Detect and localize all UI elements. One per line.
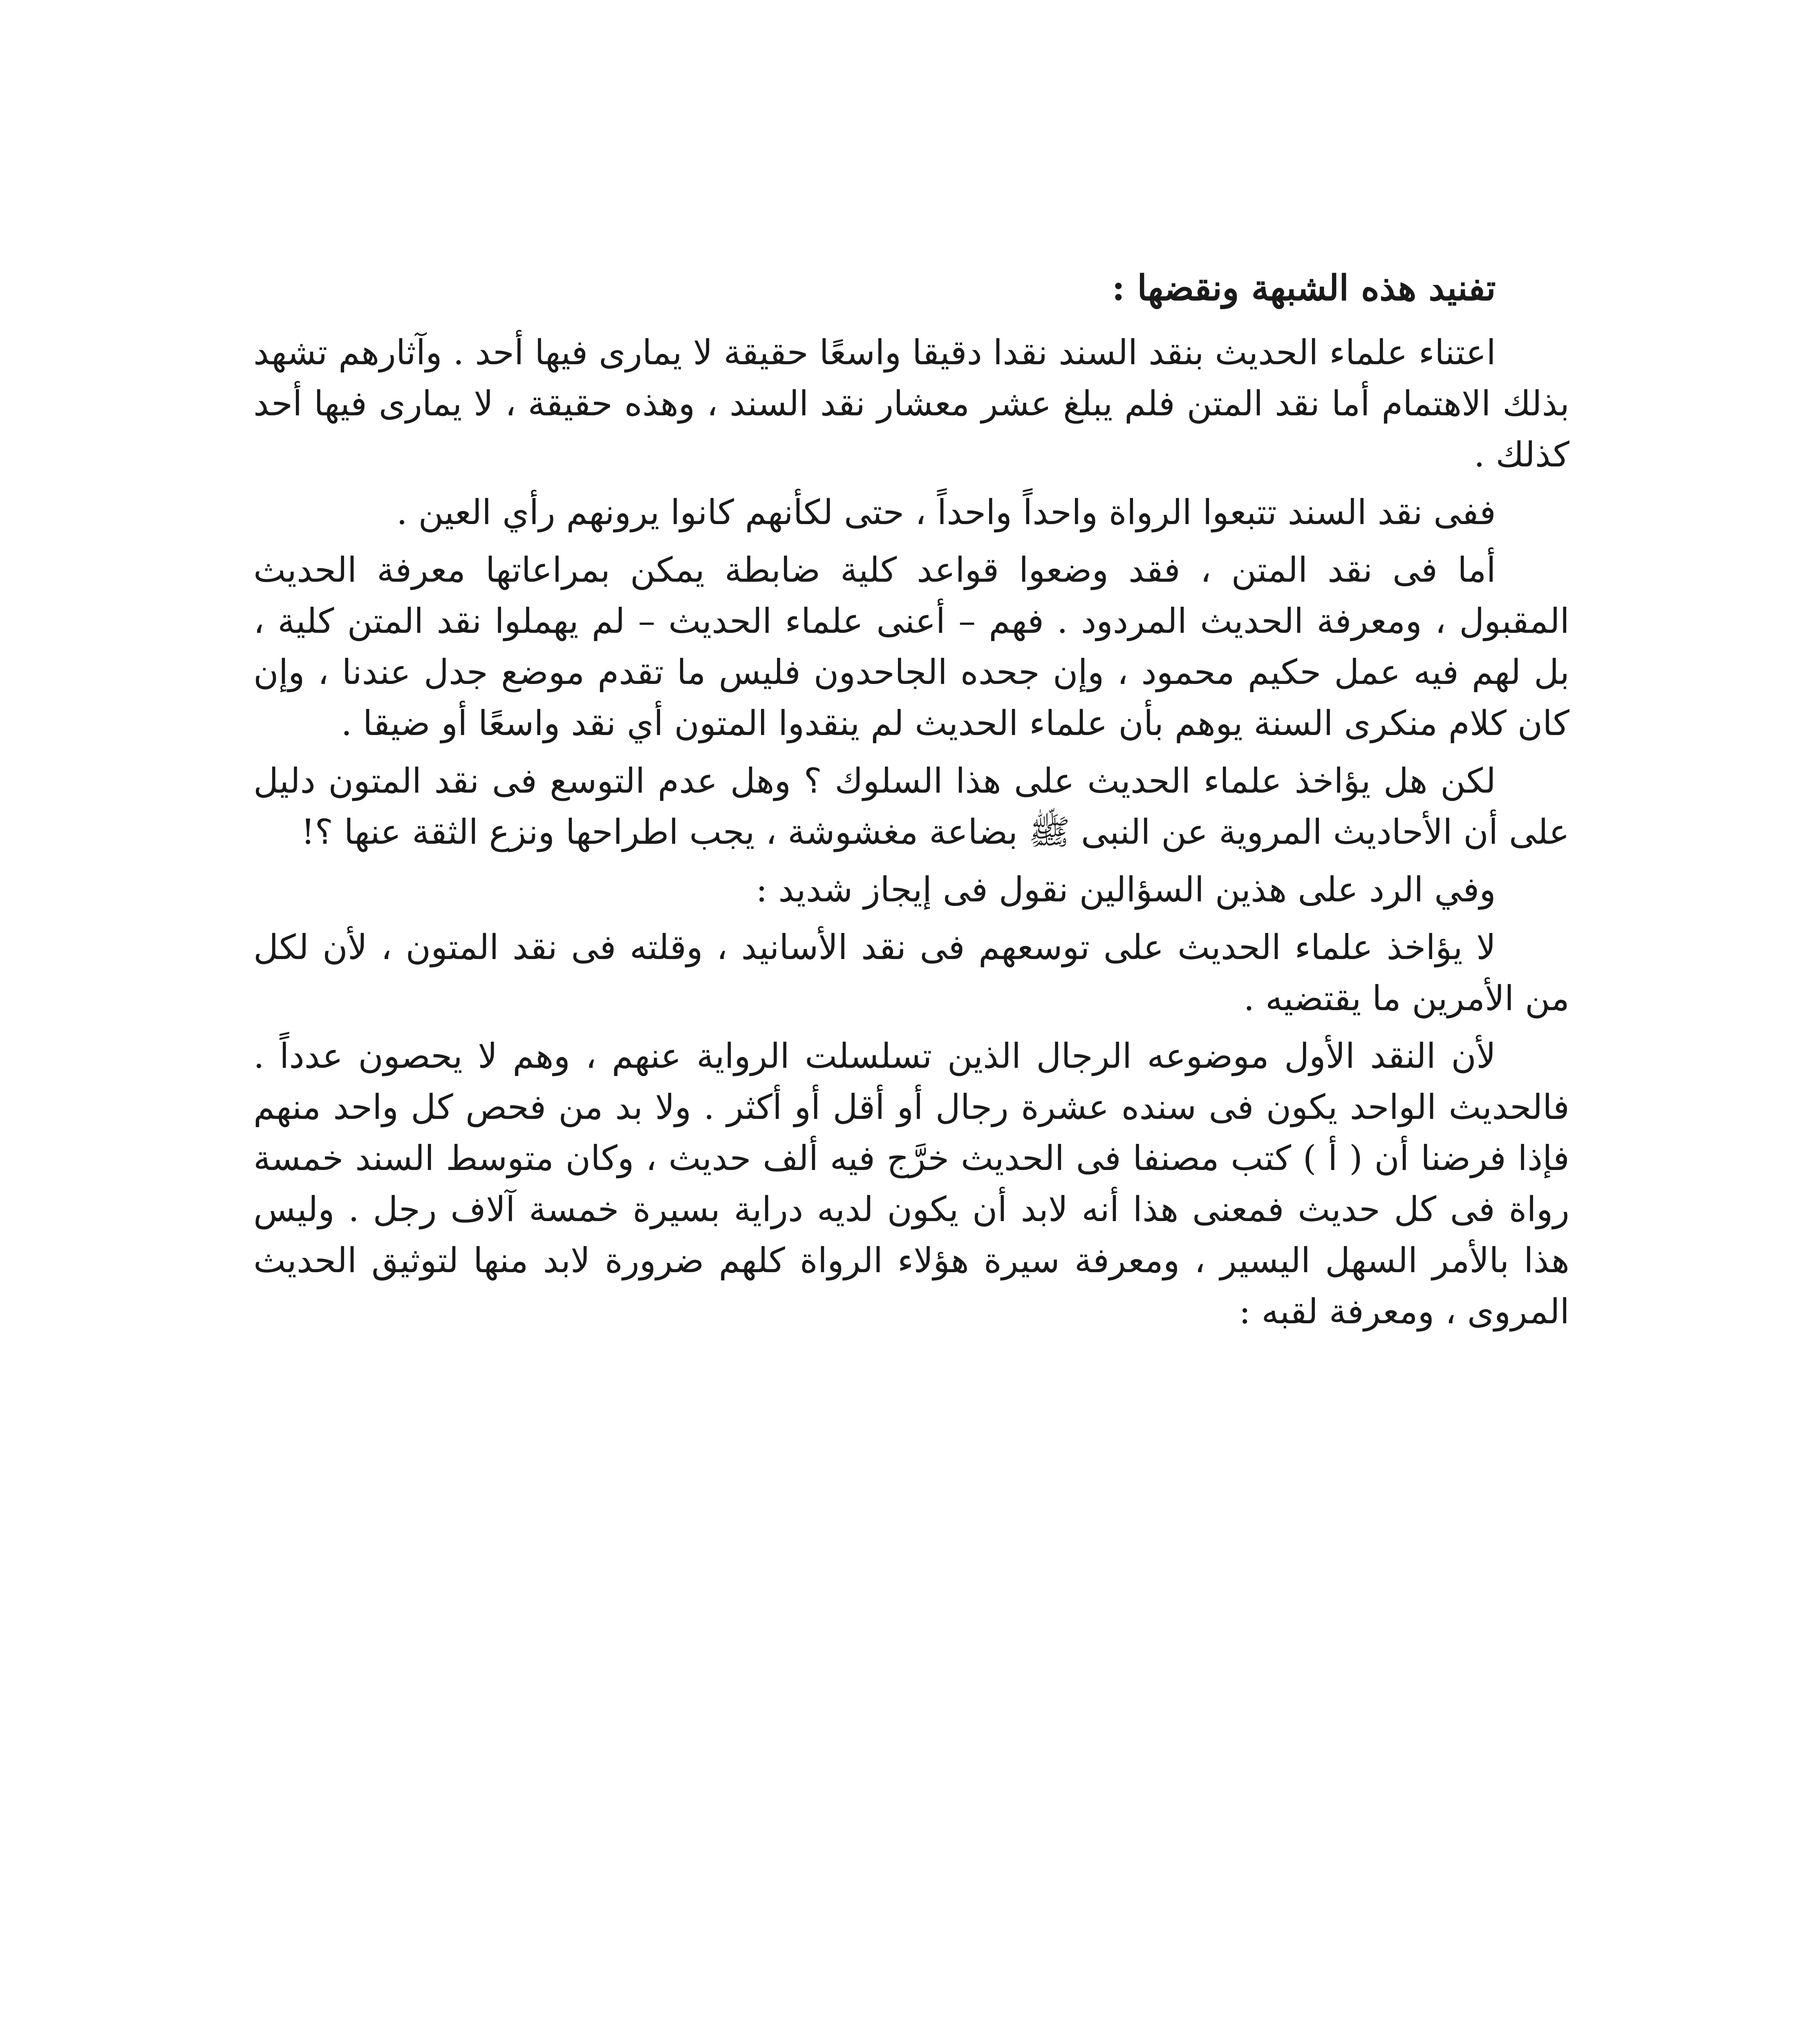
- paragraph-5: وفي الرد على هذين السؤالين نقول فى إيجاز شديد :: [756, 870, 1496, 910]
- section-heading: تفنيد هذه الشبهة ونقضها :: [1112, 267, 1496, 309]
- paragraph-6: لا يؤاخذ علماء الحديث على توسعهم فى نقد الأسانيد ، وقلته فى نقد المتون ، لأن لكل من الأمرين ما يقتضيه .: [253, 927, 1569, 1018]
- paragraph-2: ففى نقد السند تتبعوا الرواة واحداً واحداً ، حتى لكأنهم كانوا يرونهم رأي العين .: [396, 492, 1496, 532]
- paragraph-3: أما فى نقد المتن ، فقد وضعوا قواعد كلية ضابطة يمكن بمراعاتها معرفة الحديث المقبول ، ومعرفة الحديث المردود . فهم – أعنى علماء الحديث – لم يهملوا نقد المتن كلية ، بل لهم فيه عمل حكيم محمود ، وإن جحده الجاحدون فليس ما تقدم موضع جدل عندنا ، وإن كان كلام منكرى السنة يوهم بأن علماء الحديث لم ينقدوا المتون أي نقد واسعًا أو ضيقا .: [253, 550, 1569, 743]
- paragraph-4: لكن هل يؤاخذ علماء الحديث على هذا السلوك ؟ وهل عدم التوسع فى نقد المتون دليل على أن الأحاديث المروية عن النبى ﷺ بضاعة مغشوشة ، يجب اطراحها ونزع الثقة عنها ؟!: [253, 761, 1569, 852]
- paragraph-1: اعتناء علماء الحديث بنقد السند نقدا دقيقا واسعًا حقيقة لا يمارى فيها أحد . وآثارهم تشهد بذلك الاهتمام أما نقد المتن فلم يبلغ عشر معشار نقد السند ، وهذه حقيقة ، لا يمارى فيها أحد كذلك .: [253, 332, 1569, 475]
- paragraph-7: لأن النقد الأول موضوعه الرجال الذين تسلسلت الرواية عنهم ، وهم لا يحصون عدداً . فالحديث الواحد يكون فى سنده عشرة رجال أو أقل أو أكثر . ولا بد من فحص كل واحد منهم فإذا فرضنا أن ( أ ) كتب مصنفا فى الحديث خرَّج فيه ألف حديث ، وكان متوسط السند خمسة رواة فى كل حديث فمعنى هذا أنه لابد أن يكون لديه دراية بسيرة خمسة آلاف رجل . وليس هذا بالأمر السهل اليسير ، ومعرفة سيرة هؤلاء الرواة كلهم ضرورة لابد منها لتوثيق الحديث المروى ، ومعرفة لقبه :: [253, 1036, 1569, 1331]
- page-body: [253, 262, 1569, 1344]
